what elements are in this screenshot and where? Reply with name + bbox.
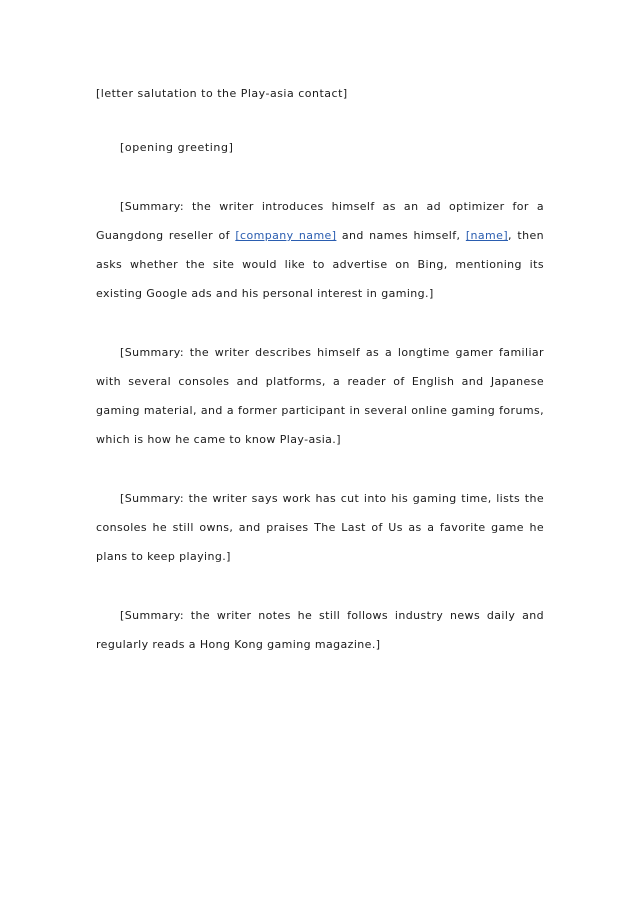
paragraph-1-body: , then asks whether the site would like to advertise on Bing, mentioning its existing Google ads and his personal interest in gaming.] [96,229,544,300]
paragraph-1-intro: [Summary: the writer introduces himself as an ad optimizer for a Guangdong reseller of [96,200,544,242]
paragraph-3: [Summary: the writer says work has cut into his gaming time, lists the consoles he still owns, and praises The Last of Us as a favorite game he plans to keep playing.] [96,492,544,563]
author-name-link[interactable]: [name] [465,229,509,242]
paragraph-1 [96,192,544,308]
paragraph-1-mid: and names himself, [336,229,466,242]
letter-greeting: [opening greeting] [120,141,234,154]
paragraph-2: [Summary: the writer describes himself as a longtime gamer familiar with several consoles and platforms, a reader of English and Japanese gaming material, and a former participant in several online gaming forums, which is how he came to know Play-asia.] [96,346,544,446]
letter-body [96,84,544,689]
company-link[interactable]: [company name] [235,229,337,242]
letter-salutation: [letter salutation to the Play-asia contact] [96,87,348,100]
paragraph-4: [Summary: the writer notes he still follows industry news daily and regularly reads a Hong Kong gaming magazine.] [96,609,544,651]
